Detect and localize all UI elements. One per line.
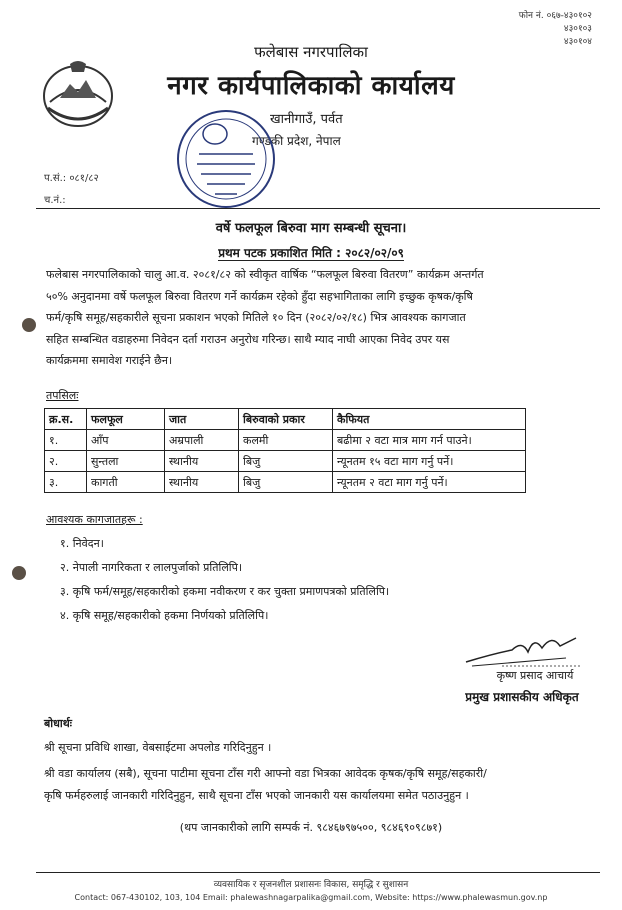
signatory-name: कृष्ण प्रसाद आचार्य (496, 669, 574, 682)
table-header-cell: जात (165, 409, 239, 430)
notice-subject: वर्षे फलफूल बिरुवा माग सम्बन्धी सूचना। (215, 221, 407, 236)
header-divider (36, 208, 600, 209)
table-cell: अम्रपाली (165, 430, 239, 451)
table-header-row (45, 409, 526, 430)
table-row (45, 451, 526, 472)
contact-info: (थप जानकारीको लागि सम्पर्क नं. ९८४६७९७५००, ९८४६९०९८७१) (179, 821, 443, 834)
phone-line-1: फोन नं. ०६७-४३०१०२ (518, 11, 592, 21)
table-label: तपसिलः (46, 389, 79, 402)
table-cell: स्थानीय (165, 472, 239, 493)
table-cell: सुन्तला (87, 451, 165, 472)
table-cell: बिजु (239, 451, 333, 472)
signatory-title: प्रमुख प्रशासकीय अधिकृत (465, 690, 579, 704)
footer-motto: व्यवसायिक र सृजनशील प्रशासनः विकास, समृद्धि र सुशासन (213, 880, 409, 890)
list-item: १. निवेदन। (60, 537, 104, 550)
footer-contact: Contact: 067-430102, 103, 104 Email: phalewashnagarpalika@gmail.com, Website: https://www.phalewasmun.gov.np (74, 893, 548, 902)
notice-body-line-5: कार्यक्रममा समावेश गराईने छैन। (46, 354, 173, 367)
office-place: खानीगाउँ, पर्वत (270, 112, 343, 127)
notice-body-line-1: फलेबास नगरपालिकाको चालु आ.व. २०८१/८२ को स्वीकृत वार्षिक “फलफूल बिरुवा वितरण” कार्यक्रम अन्तर्गत (46, 268, 484, 281)
table-cell: कलमी (239, 430, 333, 451)
table-row (45, 472, 526, 493)
dispatch-number: च.नं.: (44, 195, 66, 206)
table-cell: २. (45, 451, 87, 472)
documents-list (60, 532, 389, 628)
signature-icon (462, 632, 582, 670)
phone-line-2: ४३०१०३ (563, 24, 592, 34)
table-cell: न्यूनतम २ वटा माग गर्नु पर्ने। (333, 472, 526, 493)
published-date (0, 244, 622, 261)
table-header-cell: फलफूल (87, 409, 165, 430)
table-cell: स्थानीय (165, 451, 239, 472)
list-item: ३. कृषि फर्म/समूह/सहकारीको हकमा नवीकरण र कर चुक्ता प्रमाणपत्रको प्रतिलिपि। (60, 585, 390, 598)
table-cell: आँप (87, 430, 165, 451)
fruit-plants-table (44, 408, 526, 493)
notice-body-line-2: ५०% अनुदानमा वर्षे फलफूल बिरुवा वितरण गर्ने कार्यक्रम रहेको हुँदा सहभागिताका लागि इच्छुक कृषक/कृषि (46, 289, 473, 303)
notice-body-line-4: सहित सम्बन्धित वडाहरुमा निवेदन दर्ता गराउन अनुरोध गरिन्छ। साथै म्याद नाघी आएका निवेद उपर यस (46, 332, 450, 346)
punch-hole (22, 318, 36, 332)
office-title: नगर कार्यपालिकाको कार्यालय (167, 71, 455, 101)
table-row (45, 430, 526, 451)
reference-number: प.सं.: ०८१/८२ (44, 173, 99, 184)
notice-body (46, 264, 592, 372)
phone-line-3: ४३०१०४ (563, 37, 592, 47)
notice-body-line-3: फर्म/कृषि समूह/सहकारीले सूचना प्रकाशन भएको मितिले १० दिन (२०८२/०२/१८) भित्र आवश्यक कागजात (46, 311, 466, 324)
table-header-cell: बिरुवाको प्रकार (239, 409, 333, 430)
office-stamp-icon (175, 108, 277, 210)
cc-line-2b: कृषि फर्महरुलाई जानकारी गरिदिनुहुन, साथै सूचना टाँस भएको जानकारी यस कार्यालयमा समेत पठाउनुहुन । (44, 789, 469, 802)
list-item: २. नेपाली नागरिकता र लालपुर्जाको प्रतिलिपि। (60, 561, 243, 574)
table-cell: १. (45, 430, 87, 451)
cc-label: बोधार्थः (44, 717, 72, 730)
office-province: गण्डकी प्रदेश, नेपाल (252, 134, 341, 148)
table-cell: बिजु (239, 472, 333, 493)
cc-line-2a: श्री वडा कार्यालय (सबै), सूचना पाटीमा सूचना टाँस गरी आफ्नो वडा भित्रका आवेदक कृषक/कृषि समूह/सहकारी/ (44, 767, 487, 780)
table-header-cell: कैफियत (333, 409, 526, 430)
punch-hole (12, 566, 26, 580)
documents-label: आवश्यक कागजातहरू : (46, 513, 143, 526)
table-cell: न्यूनतम १५ वटा माग गर्नु पर्ने। (333, 451, 526, 472)
list-item: ४. कृषि समूह/सहकारीको हकमा निर्णयको प्रतिलिपि। (60, 609, 269, 622)
table-cell: ३. (45, 472, 87, 493)
cc-line-1: श्री सूचना प्रविधि शाखा, वेबसाईटमा अपलोड गरिदिनुहुन । (44, 741, 272, 754)
published-date-text: प्रथम पटक प्रकाशित मिति : २०८२/०२/०९ (218, 246, 404, 260)
municipality-name: फलेबास नगरपालिका (254, 43, 368, 61)
table-cell: कागती (87, 472, 165, 493)
table-header-cell: क्र.स. (45, 409, 87, 430)
footer-divider (36, 872, 600, 873)
table-cell: बढीमा २ वटा मात्र माग गर्न पाउने। (333, 430, 526, 451)
